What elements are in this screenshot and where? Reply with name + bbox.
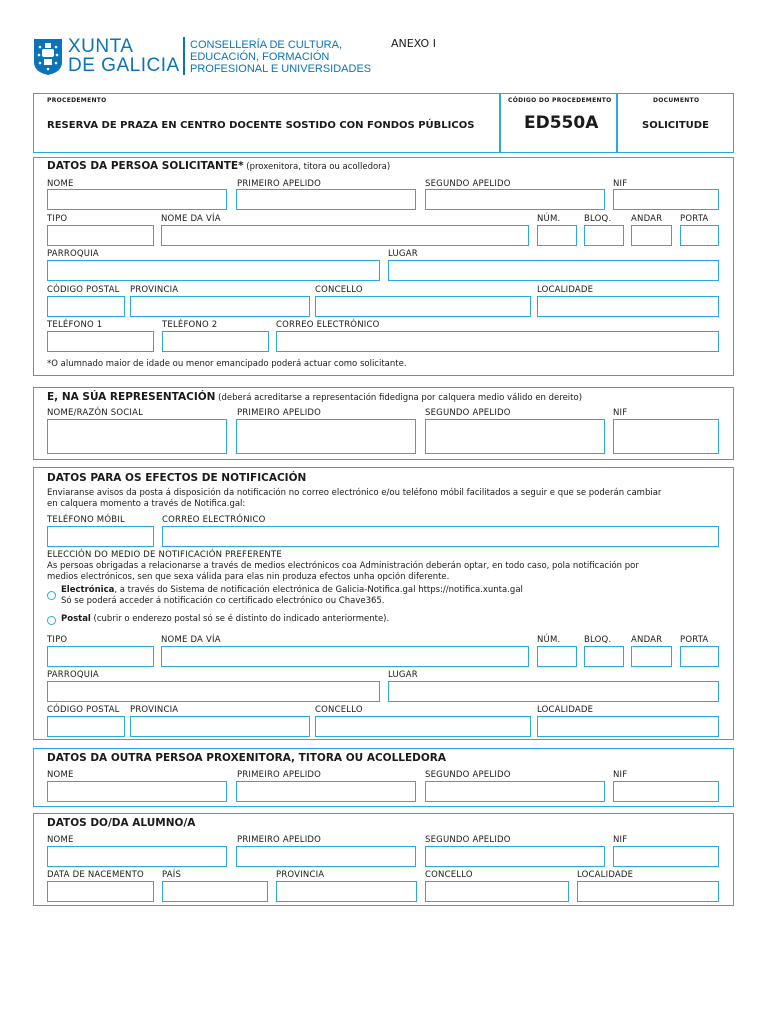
notif-label-bloq: BLOQ. [584, 635, 612, 645]
applicant-ap2-field[interactable] [425, 189, 605, 210]
notification-intro-2: en calquera momento a través de Notifica.gal: [47, 499, 246, 509]
op-ap1-field[interactable] [236, 781, 416, 802]
rep-nome-field[interactable] [47, 419, 227, 454]
applicant-provincia-field[interactable] [130, 296, 310, 317]
op-label-nif: NIF [613, 770, 628, 780]
notif-via-field[interactable] [161, 646, 529, 667]
dept-line2: EDUCACIÓN, FORMACIÓN [190, 51, 330, 63]
label-localidade: LOCALIDADE [537, 285, 594, 295]
label-concello: CONCELLO [315, 285, 363, 295]
notif-label-provincia: PROVINCIA [130, 705, 179, 715]
label-nome: NOME [47, 179, 74, 189]
notif-porta-field[interactable] [680, 646, 719, 667]
representative-title-note: (deberá acreditarse a representación fidedigna por calquera medio válido en dereito) [215, 393, 583, 403]
rep-label-ap2: SEGUNDO APELIDO [425, 408, 511, 418]
label-porta: PORTA [680, 214, 709, 224]
electronic-label: Electrónica [61, 585, 115, 595]
op-label-ap2: SEGUNDO APELIDO [425, 770, 511, 780]
logo-text-line1: XUNTA [68, 36, 134, 57]
applicant-tipo-field[interactable] [47, 225, 154, 246]
applicant-parroquia-field[interactable] [47, 260, 380, 281]
st-provincia-field[interactable] [276, 881, 417, 902]
st-localidade-field[interactable] [577, 881, 719, 902]
notif-label-andar: ANDAR [631, 635, 663, 645]
st-label-provincia: PROVINCIA [276, 870, 325, 880]
notif-label-tipo: TIPO [47, 635, 68, 645]
representative-title [47, 391, 582, 403]
applicant-localidade-field[interactable] [537, 296, 719, 317]
label-andar: ANDAR [631, 214, 663, 224]
label-cp: CÓDIGO POSTAL [47, 285, 120, 295]
proc-divider-1 [499, 93, 501, 153]
logo-divider [183, 37, 185, 75]
applicant-tel1-field[interactable] [47, 331, 154, 352]
st-label-nome: NOME [47, 835, 74, 845]
op-ap2-field[interactable] [425, 781, 605, 802]
postal-radio[interactable] [47, 616, 56, 625]
rep-ap1-field[interactable] [236, 419, 416, 454]
procedure-title: RESERVA DE PRAZA EN CENTRO DOCENTE SOSTIDO CON FONDOS PÚBLICOS [47, 120, 475, 131]
applicant-footnote: *O alumnado maior de idade ou menor emancipado poderá actuar como solicitante. [47, 359, 407, 369]
st-label-ap1: PRIMEIRO APELIDO [237, 835, 322, 845]
postal-label: Postal [61, 614, 91, 624]
applicant-via-field[interactable] [161, 225, 529, 246]
representative-title-text: E, NA SÚA REPRESENTACIÓN [47, 391, 216, 403]
label-bloq: BLOQ. [584, 214, 612, 224]
applicant-nif-field[interactable] [613, 189, 719, 210]
dept-line3: PROFESIONAL E UNIVERSIDADES [190, 63, 372, 75]
electronic-text: , a través do Sistema de notificación electrónica de Galicia-Notifica.gal https://notifica.xunta.gal [114, 585, 523, 595]
notif-label-porta: PORTA [680, 635, 709, 645]
procedure-code-label: CÓDIGO DO PROCEDEMENTO [508, 97, 612, 104]
notif-bloq-field[interactable] [584, 646, 624, 667]
op-nome-field[interactable] [47, 781, 227, 802]
notif-label-cp: CÓDIGO POSTAL [47, 705, 120, 715]
notif-label-mobile: TELÉFONO MÓBIL [47, 515, 125, 525]
notif-cp-field[interactable] [47, 716, 125, 737]
st-label-localidade: LOCALIDADE [577, 870, 634, 880]
label-num: NÚM. [537, 214, 561, 224]
notif-andar-field[interactable] [631, 646, 672, 667]
xunta-logo [33, 38, 63, 76]
applicant-bloq-field[interactable] [584, 225, 624, 246]
postal-option [61, 614, 389, 625]
notif-tipo-field[interactable] [47, 646, 154, 667]
rep-label-nome: NOME/RAZÓN SOCIAL [47, 408, 144, 418]
label-ap2: SEGUNDO APELIDO [425, 179, 511, 189]
st-ap2-field[interactable] [425, 846, 605, 867]
notif-label-parroquia: PARROQUIA [47, 670, 99, 680]
st-ap1-field[interactable] [236, 846, 416, 867]
notif-parroquia-field[interactable] [47, 681, 380, 702]
label-email: CORREO ELECTRÓNICO [276, 320, 380, 330]
applicant-email-field[interactable] [276, 331, 719, 352]
st-country-field[interactable] [162, 881, 268, 902]
electronic-text-2: Só se poderá acceder á notificación co certificado electrónico ou Chave365. [61, 596, 385, 606]
applicant-title-note: (proxenitora, titora ou acolledora) [243, 162, 391, 172]
document-type: SOLICITUDE [642, 120, 709, 131]
st-label-ap2: SEGUNDO APELIDO [425, 835, 511, 845]
label-tel1: TELÉFONO 1 [47, 320, 103, 330]
applicant-lugar-field[interactable] [388, 260, 719, 281]
label-tel2: TELÉFONO 2 [162, 320, 218, 330]
other-parent-title: DATOS DA OUTRA PERSOA PROXENITORA, TITORA OU ACOLLEDORA [47, 752, 446, 764]
notification-intro-1: Enviaranse avisos da posta á disposición da notificación no correo electrónico e/ou teléfono móbil facilitados a seguir e que se poderán cambiar [47, 488, 662, 498]
document-label: DOCUMENTO [653, 97, 700, 104]
notif-label-via: NOME DA VÍA [161, 635, 221, 645]
label-parroquia: PARROQUIA [47, 249, 99, 259]
notif-label-concello: CONCELLO [315, 705, 363, 715]
notif-label-email: CORREO ELECTRÓNICO [162, 515, 266, 525]
st-nome-field[interactable] [47, 846, 227, 867]
notification-title: DATOS PARA OS EFECTOS DE NOTIFICACIÓN [47, 472, 307, 484]
rep-ap2-field[interactable] [425, 419, 605, 454]
notif-provincia-field[interactable] [130, 716, 310, 737]
st-label-birth: DATA DE NACEMENTO [47, 870, 144, 880]
label-nif: NIF [613, 179, 628, 189]
proc-divider-2 [616, 93, 618, 153]
label-tipo: TIPO [47, 214, 68, 224]
op-label-nome: NOME [47, 770, 74, 780]
label-ap1: PRIMEIRO APELIDO [237, 179, 322, 189]
notif-num-field[interactable] [537, 646, 577, 667]
applicant-andar-field[interactable] [631, 225, 672, 246]
st-birth-field[interactable] [47, 881, 154, 902]
annex-label: ANEXO I [391, 37, 436, 50]
notif-label-lugar: LUGAR [388, 670, 418, 680]
st-label-nif: NIF [613, 835, 628, 845]
rep-label-ap1: PRIMEIRO APELIDO [237, 408, 322, 418]
op-label-ap1: PRIMEIRO APELIDO [237, 770, 322, 780]
rep-nif-field[interactable] [613, 419, 719, 454]
choice-title: ELECCIÓN DO MEDIO DE NOTIFICACIÓN PREFERENTE [47, 550, 282, 560]
label-provincia: PROVINCIA [130, 285, 179, 295]
notif-lugar-field[interactable] [388, 681, 719, 702]
choice-text-1: As persoas obrigadas a relacionarse a través de medios electrónicos coa Administración deberán optar, en todo caso, pola notificación por [47, 561, 639, 571]
student-title: DATOS DO/DA ALUMNO/A [47, 817, 196, 829]
applicant-num-field[interactable] [537, 225, 577, 246]
st-label-country: PAÍS [162, 870, 182, 880]
electronic-option [61, 585, 523, 596]
procedure-label: PROCEDEMENTO [47, 97, 107, 104]
notif-mobile-field[interactable] [47, 526, 154, 547]
applicant-porta-field[interactable] [680, 225, 719, 246]
st-label-concello: CONCELLO [425, 870, 473, 880]
galicia-shield-icon [33, 38, 63, 76]
dept-line1: CONSELLERÍA DE CULTURA, [190, 39, 343, 51]
choice-text-2: medios electrónicos, sen que sexa válida para elas nin produza efectos unha opción diferente. [47, 572, 450, 582]
notif-label-num: NÚM. [537, 635, 561, 645]
st-nif-field[interactable] [613, 846, 719, 867]
label-lugar: LUGAR [388, 249, 418, 259]
notif-email-field[interactable] [162, 526, 719, 547]
notif-localidade-field[interactable] [537, 716, 719, 737]
applicant-cp-field[interactable] [47, 296, 125, 317]
applicant-ap1-field[interactable] [236, 189, 416, 210]
label-via: NOME DA VÍA [161, 214, 221, 224]
rep-label-nif: NIF [613, 408, 628, 418]
procedure-code: ED550A [524, 113, 599, 133]
postal-text: (cubrir o enderezo postal só se é distinto do indicado anteriormente). [90, 614, 390, 624]
notif-label-localidade: LOCALIDADE [537, 705, 594, 715]
op-nif-field[interactable] [613, 781, 719, 802]
electronic-radio[interactable] [47, 591, 56, 600]
applicant-title-text: DATOS DA PERSOA SOLICITANTE* [47, 160, 244, 172]
applicant-tel2-field[interactable] [162, 331, 269, 352]
st-concello-field[interactable] [425, 881, 569, 902]
notif-concello-field[interactable] [315, 716, 531, 737]
applicant-title [47, 160, 390, 172]
applicant-nome-field[interactable] [47, 189, 227, 210]
applicant-concello-field[interactable] [315, 296, 531, 317]
logo-text-line2: DE GALICIA [68, 55, 180, 76]
